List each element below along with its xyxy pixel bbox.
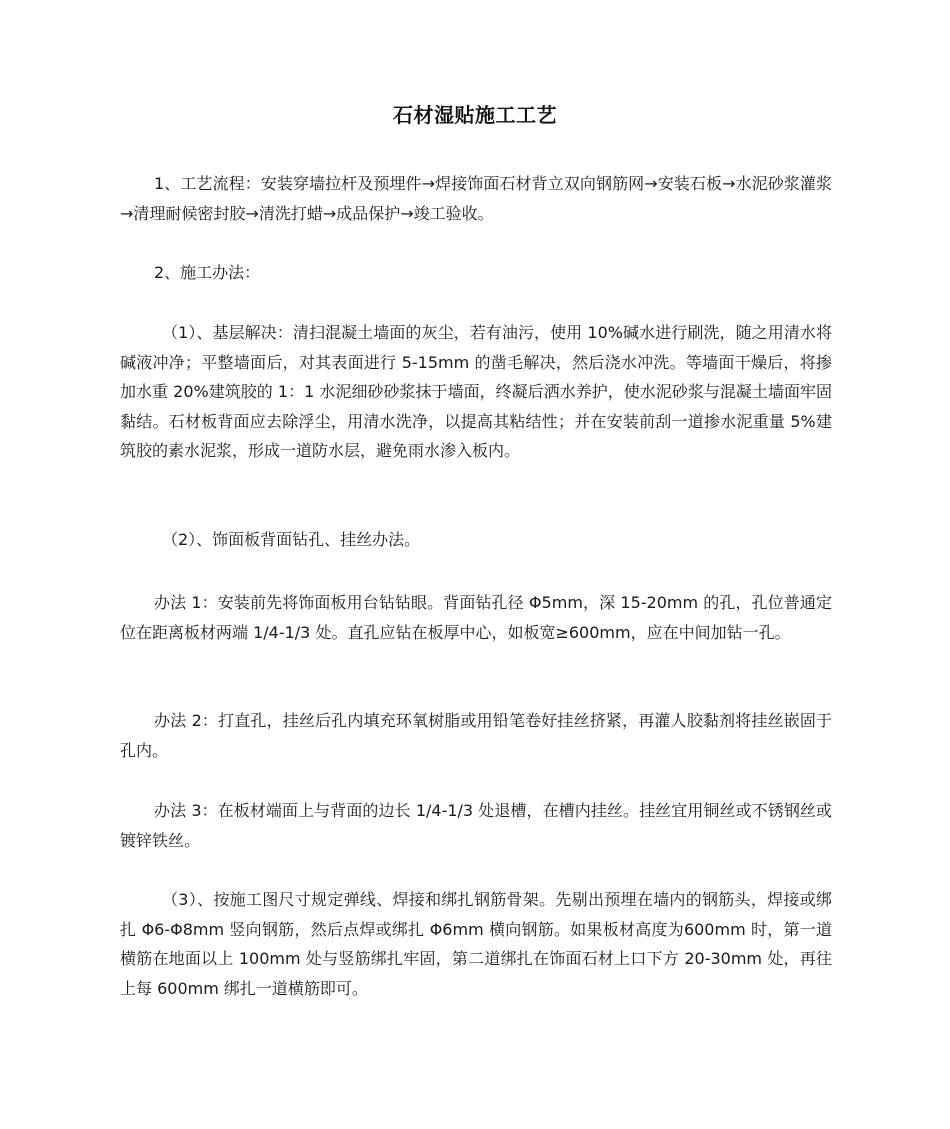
paragraph-rebar-frame: （3）、按施工图尺寸规定弹线、焊接和绑扎钢筋骨架。先剔出预埋在墙内的钢筋头，焊接或绑扎 Φ6-Φ8mm 竖向钢筋，然后点焊或绑扎 Φ6mm 横向钢筋。如果板材高度为600mm 时，第一道横筋在地面以上 100mm 处与竖筋绑扎牢固，第二道绑扎在饰面石材上口下方 20-30mm 处，再往上每 600mm 绑扎一道横筋即可。 <box>120 890 832 998</box>
paragraph-method-heading: 2、施工办法： <box>154 263 261 282</box>
paragraph-base-treatment: （1）、基层解决：清扫混凝土墙面的灰尘，若有油污，使用 10%碱水进行刷洗，随之用清水将碱液冲净；平整墙面后，对其表面进行 5-15mm 的凿毛解决，然后浇水冲洗。等墙面干燥后，将掺加水重 20%建筑胶的 1：1 水泥细砂砂浆抹于墙面，终凝后洒水养护，使水泥砂浆与混凝土墙面牢固黏结。石材板背面应去除浮尘，用清水洗净，以提高其粘结性；并在安装前刮一道掺水泥重量 5%建筑胶的素水泥浆，形成一道防水层，避免雨水渗入板内。 <box>120 323 832 460</box>
document-title: 石材湿贴施工工艺 <box>393 103 557 127</box>
paragraph-method-1: 办法 1：安装前先将饰面板用台钻钻眼。背面钻孔径 Φ5mm，深 15-20mm 的孔，孔位普通定位在距离板材两端 1/4-1/3 处。直孔应钻在板厚中心，如板宽≥600mm，应在中间加钻一孔。 <box>120 593 832 642</box>
paragraph-method-3: 办法 3：在板材端面上与背面的边长 1/4-1/3 处退槽，在槽内挂丝。挂丝宜用铜丝或不锈钢丝或镀锌铁丝。 <box>120 801 832 850</box>
paragraph-process-flow: 1、工艺流程：安装穿墙拉杆及预埋件→焊接饰面石材背立双向钢筋网→安装石板→水泥砂浆灌浆→清理耐候密封胶→清洗打蜡→成品保护→竣工验收。 <box>120 174 832 223</box>
paragraph-drilling-heading: （2）、饰面板背面钻孔、挂丝办法。 <box>162 530 421 549</box>
paragraph-method-2: 办法 2：打直孔，挂丝后孔内填充环氧树脂或用铅笔卷好挂丝挤紧，再灌人胶黏剂将挂丝嵌固于孔内。 <box>120 711 832 760</box>
